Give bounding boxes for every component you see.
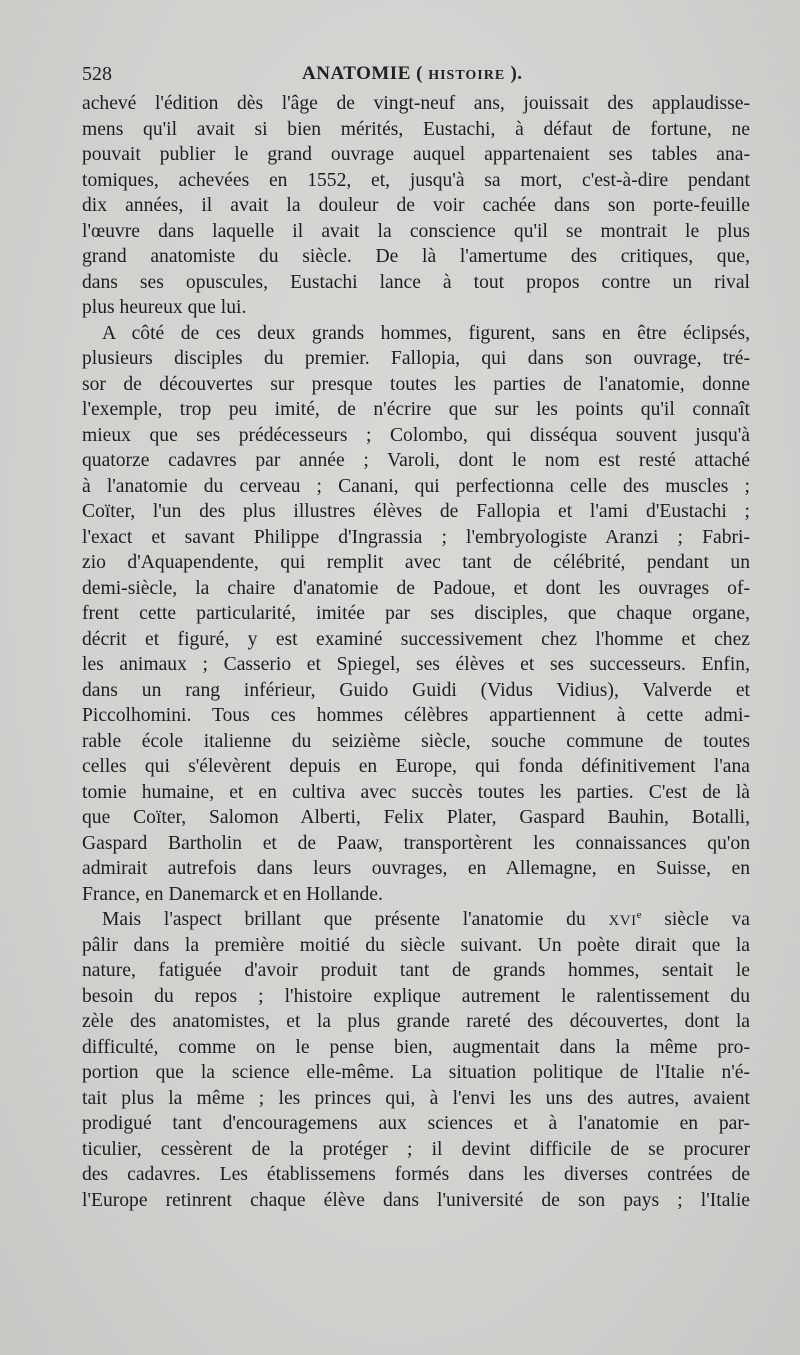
text-line: difficulté, comme on le pense bien, augmentait dans la même pro- [82,1036,750,1058]
text-line: que Coïter, Salomon Alberti, Felix Plater, Gaspard Bauhin, Botalli, [82,807,750,828]
running-head-close: ). [505,63,523,84]
text-line: Piccolhomini. Tous ces hommes célèbres appartiennent à cette admi- [82,705,750,726]
text-line: pâlir dans la première moitié du siècle suivant. Un poète dirait que la [82,934,750,956]
text-line: portion que la science elle-même. La situation politique de l'Italie n'é- [82,1062,750,1083]
text-line: Gaspard Bartholin et de Paaw, transportèrent les connaissances qu'on [82,832,750,854]
text-line: pouvait publier le grand ouvrage auquel appartenaient ses tables ana- [82,144,750,165]
text-segment: Mais l'aspect brillant que présente l'anatomie du [102,909,586,930]
body-text [82,91,750,1213]
text-line: zèle des anatomistes, et la plus grande rareté des découvertes, dont la [82,1011,750,1032]
text-line: besoin du repos ; l'histoire explique autrement le ralentissement du [82,985,750,1007]
text-line: mieux que ses prédécesseurs ; Colombo, qui disséqua souvent jusqu'à [82,424,750,446]
text-line: l'exemple, trop peu imité, de n'écrire que sur les points qu'il connaît [82,399,750,420]
text-line: tomiques, achevées en 1552, et, jusqu'à sa mort, c'est-à-dire pendant [82,169,750,191]
text-line: nature, fatiguée d'avoir produit tant de grands hommes, sentait le [82,960,750,981]
running-head-sub: HISTOIRE [428,68,506,83]
text-line: dans un rang inférieur, Guido Guidi (Vidus Vidius), Valverde et [82,679,750,701]
text-line: prodigué tant d'encouragemens aux sciences et à l'anatomie en par- [82,1113,750,1134]
text-line: tait plus la même ; les princes qui, à l'envi les uns des autres, avaient [82,1087,750,1109]
text-line: les animaux ; Casserio et Spiegel, ses élèves et ses successeurs. Enfin, [82,654,750,675]
text-line: des cadavres. Les établissemens formés dans les diverses contrées de [82,1164,750,1185]
text-line: celles qui s'élevèrent depuis en Europe, qui fonda définitivement l'ana [82,756,750,777]
text-line: dix années, il avait la douleur de voir cachée dans son porte-feuille [82,195,750,216]
text-line: zio d'Aquapendente, qui remplit avec tant de célébrité, pendant un [82,552,750,573]
text-line: l'exact et savant Philippe d'Ingrassia ; l'embryologiste Aranzi ; Fabri- [82,526,750,548]
text-line-with-century [82,907,750,933]
century-numeral: XVI [608,913,637,929]
text-line: sor de découvertes sur presque toutes les parties de l'anatomie, donne [82,373,750,395]
text-line: quatorze cadavres par année ; Varoli, dont le nom est resté attaché [82,450,750,471]
running-head [302,60,523,90]
text-line: plus heureux que lui. [82,297,247,318]
text-line: ticulier, cessèrent de la protéger ; il devint difficile de se procurer [82,1138,750,1160]
page-number: 528 [82,63,112,85]
text-line: frent cette particularité, imitée par ses disciples, que chaque organe, [82,603,750,624]
text-line: plusieurs disciples du premier. Fallopia, qui dans son ouvrage, tré- [82,348,750,369]
text-line: l'Europe retinrent chaque élève dans l'université de son pays ; l'Italie [82,1189,750,1211]
text-line: A côté de ces deux grands hommes, figurent, sans en être éclipsés, [102,322,750,344]
century-superscript: e [636,909,642,921]
text-line: dans ses opuscules, Eustachi lance à tout propos contre un rival [82,271,750,293]
text-line: rable école italienne du seizième siècle, souche commune de toutes [82,730,750,752]
text-line: France, en Danemarck et en Hollande. [82,883,383,905]
text-line: l'œuvre dans laquelle il avait la conscience qu'il se montrait le plus [82,220,750,242]
text-line: Coïter, l'un des plus illustres élèves de Fallopia et l'ami d'Eustachi ; [82,501,750,522]
text-line: demi-siècle, la chaire d'anatomie de Padoue, et dont les ouvrages of- [82,577,750,599]
text-line: grand anatomiste du siècle. De là l'amertume des critiques, que, [82,246,750,267]
text-segment: siècle va [641,909,750,930]
running-head-main: ANATOMIE [302,63,411,84]
text-line: à l'anatomie du cerveau ; Canani, qui perfectionna celle des muscles ; [82,475,750,497]
running-head-open: ( [410,63,429,84]
text-line: mens qu'il avait si bien mérités, Eustachi, à défaut de fortune, ne [82,118,750,140]
text-line: admirait autrefois dans leurs ouvrages, en Allemagne, en Suisse, en [82,858,750,879]
text-line: décrit et figuré, y est examiné successivement chez l'homme et chez [82,628,750,650]
page-header [82,60,752,88]
text-line: tomie humaine, et en cultiva avec succès toutes les parties. C'est de là [82,781,750,803]
text-line: achevé l'édition dès l'âge de vingt-neuf ans, jouissait des applaudisse- [82,93,750,114]
